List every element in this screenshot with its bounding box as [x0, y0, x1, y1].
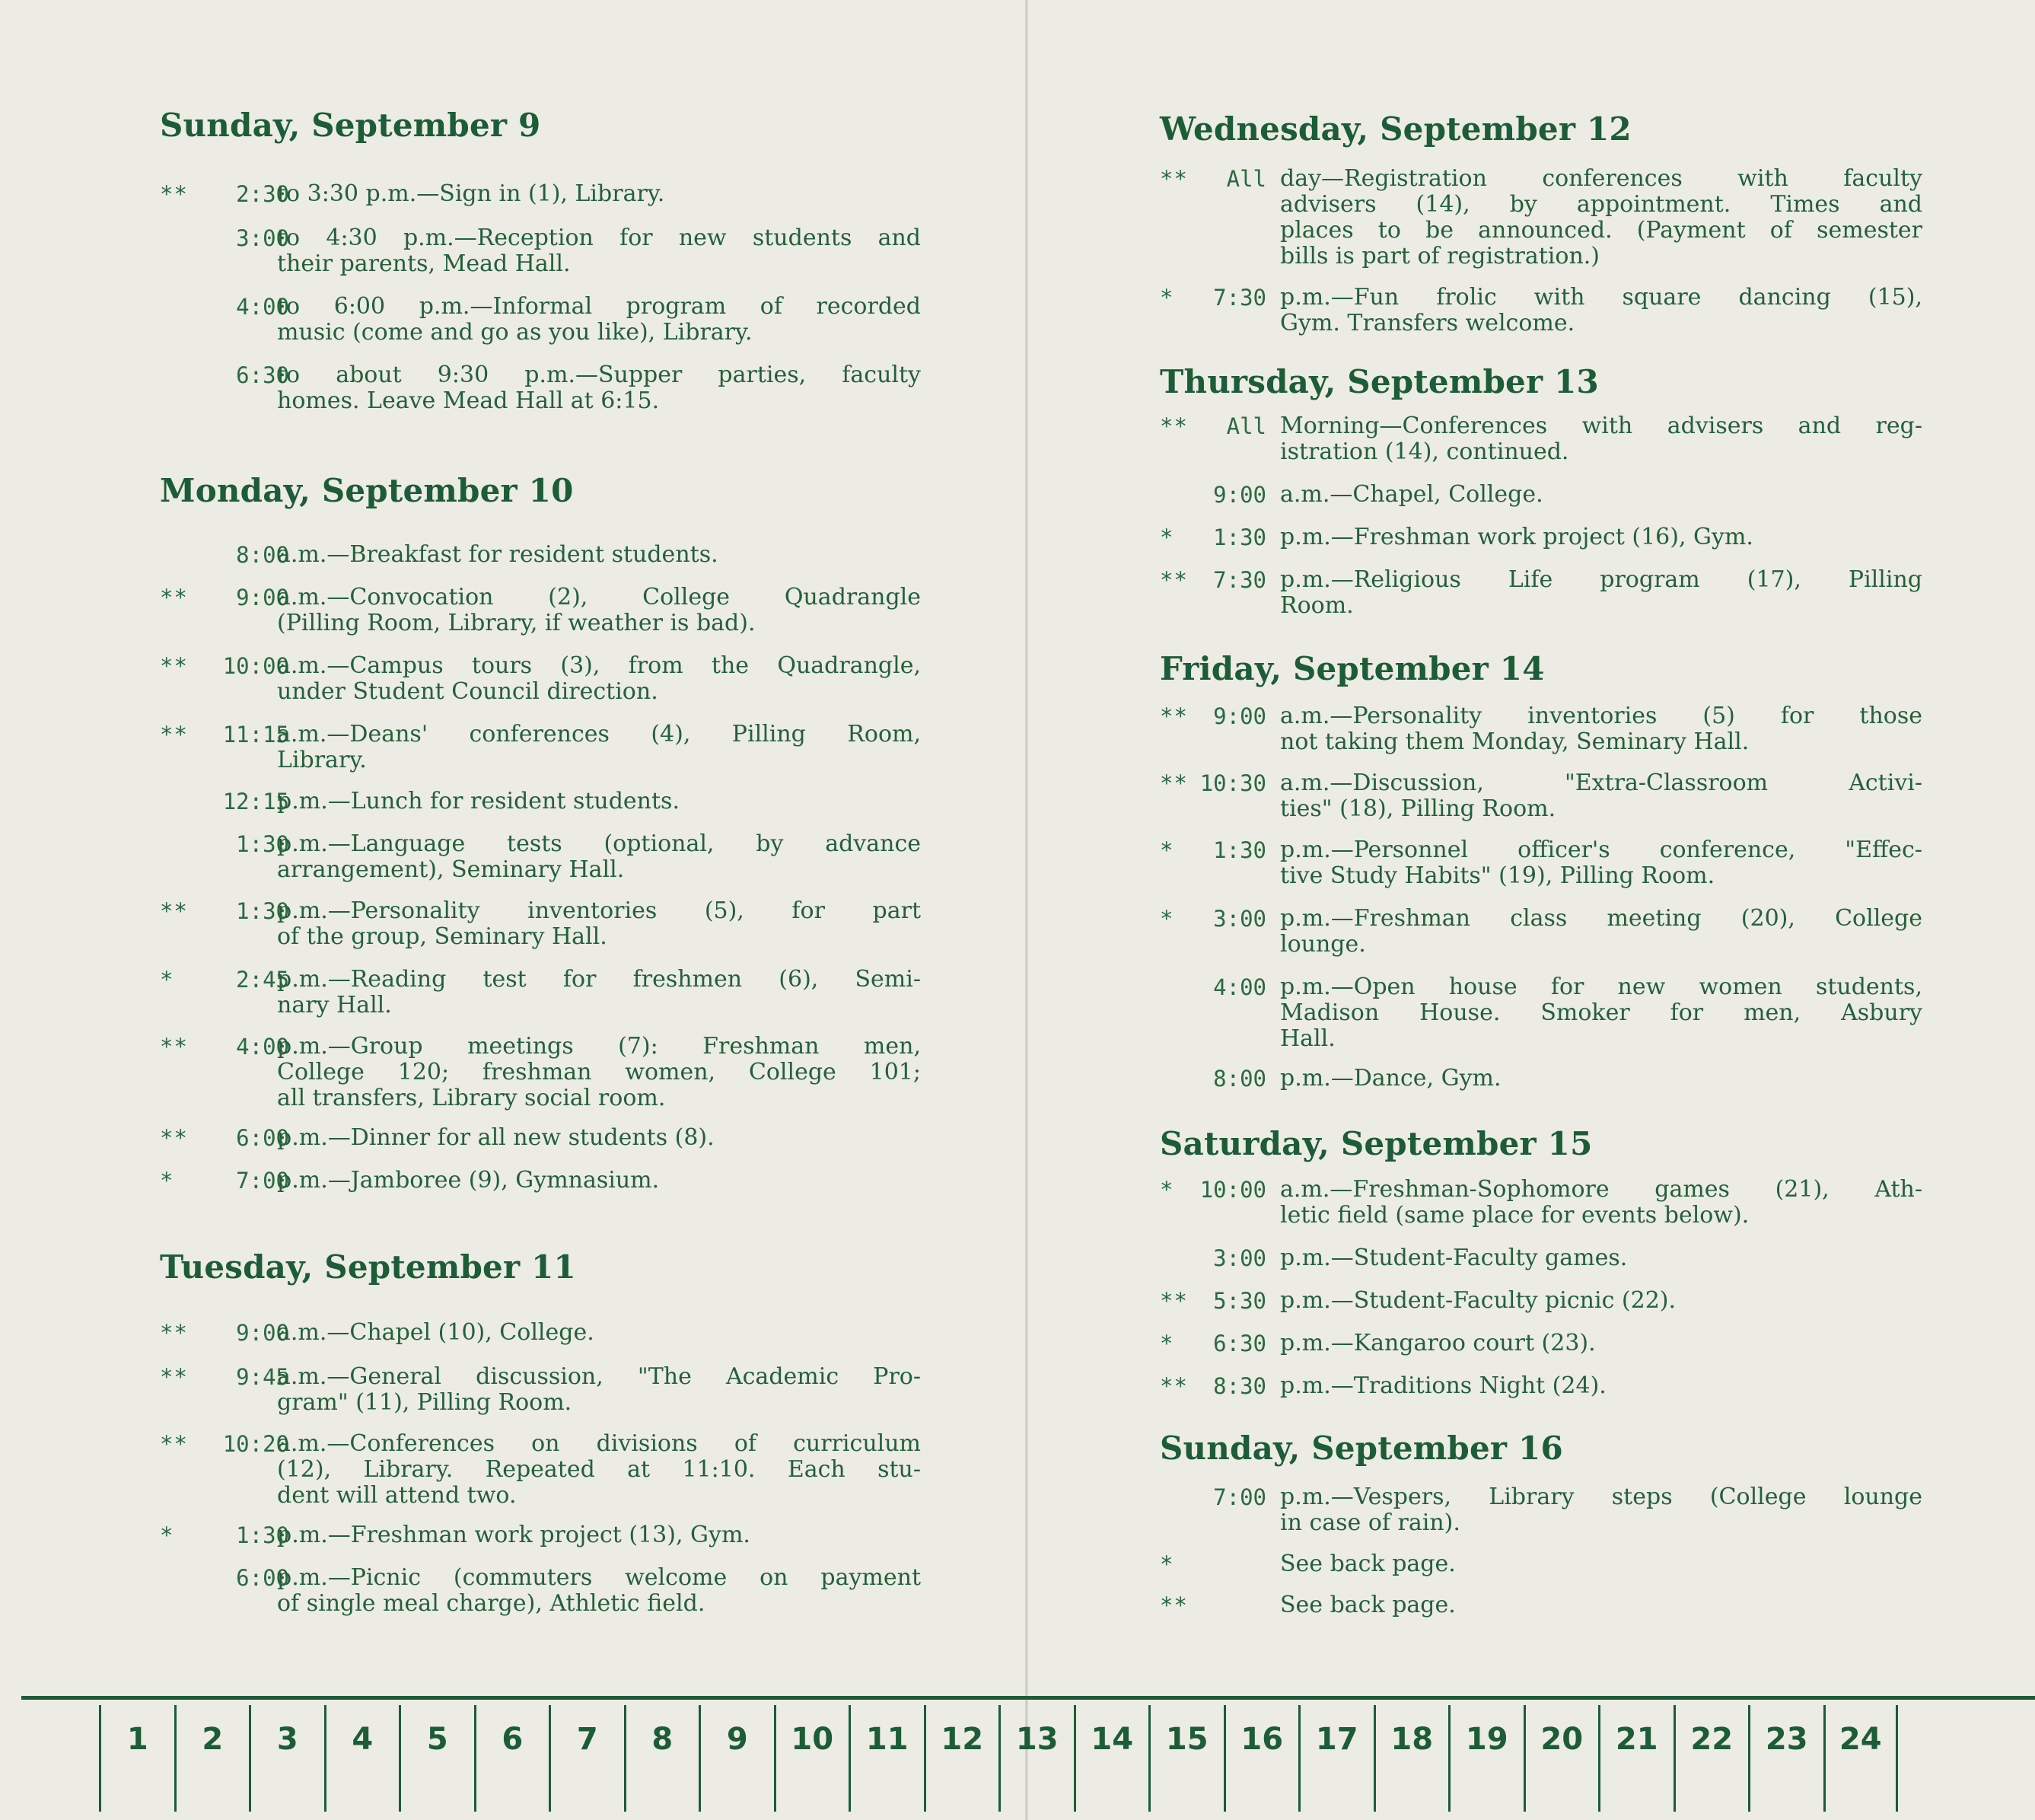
entry-description	[1280, 906, 1922, 958]
index-tab-number: 1	[126, 1722, 148, 1757]
index-tab-cell	[549, 1705, 624, 1812]
index-tab-cell	[1823, 1705, 1899, 1812]
entry-line: p.m.—Jamboree (9), Gymnasium.	[277, 1167, 660, 1194]
entry-line: Hall.	[1280, 1025, 1336, 1052]
day-heading: Sunday, September 16	[1160, 1430, 1563, 1467]
index-tab-cell	[699, 1705, 774, 1812]
footnote-mark: **	[160, 585, 188, 610]
footnote-mark: *	[160, 967, 174, 993]
index-tab-cell	[1748, 1705, 1823, 1812]
schedule-entry	[160, 1033, 921, 1111]
entry-line: p.m.—Lunch for resident students.	[277, 788, 680, 814]
index-tab-number: 10	[791, 1722, 834, 1757]
footnote-mark: **	[160, 653, 188, 679]
entry-line: tive Study Habits" (19), Pilling Room.	[1280, 862, 1715, 889]
entry-time: 6:30	[236, 362, 289, 388]
index-tab-rule	[21, 1696, 2035, 1700]
footnote-mark: **	[160, 1125, 188, 1151]
entry-description	[1280, 285, 1922, 336]
schedule-entry	[1160, 285, 1922, 346]
entry-description	[277, 789, 921, 814]
entry-line: p.m.—Kangaroo court (23).	[1280, 1330, 1596, 1356]
entry-line: p.m.—Personality inventories (5), for part	[277, 897, 921, 924]
entry-time: 1:30	[236, 831, 289, 857]
index-tab-cell	[399, 1705, 474, 1812]
entry-time: 7:30	[1213, 567, 1266, 593]
schedule-entry	[1160, 1592, 1922, 1653]
entry-description	[1280, 166, 1922, 269]
index-tab-number: 16	[1240, 1722, 1284, 1757]
footnote-mark: **	[1160, 567, 1188, 593]
entry-time: 8:00	[1213, 1066, 1266, 1092]
entry-description	[277, 1565, 921, 1617]
schedule-entry	[160, 653, 921, 714]
schedule-entry	[1160, 413, 1922, 474]
entry-line: of single meal charge), Athletic field.	[277, 1590, 705, 1617]
entry-time: 8:30	[1213, 1373, 1266, 1399]
entry-description	[1280, 703, 1922, 755]
entry-line: p.m.—Fun frolic with square dancing (15),	[1280, 284, 1922, 311]
entry-time: 10:20	[222, 1431, 289, 1457]
entry-description	[277, 653, 921, 705]
day-heading: Saturday, September 15	[1160, 1125, 1593, 1162]
footnote-mark: **	[160, 722, 188, 747]
schedule-entry	[1160, 1373, 1922, 1434]
day-heading: Thursday, September 13	[1160, 363, 1599, 400]
entry-description	[1280, 1245, 1922, 1271]
entry-description	[277, 225, 921, 277]
index-tab-cell	[1524, 1705, 1599, 1812]
entry-line: all transfers, Library social room.	[277, 1085, 666, 1111]
index-tab-number: 6	[502, 1722, 524, 1757]
index-tab-number: 17	[1315, 1722, 1358, 1757]
footnote-mark: **	[160, 1431, 188, 1457]
day-heading: Tuesday, September 11	[160, 1248, 576, 1286]
entry-description	[277, 967, 921, 1018]
entry-line: Library.	[277, 747, 367, 773]
entry-line: a.m.—Conferences on divisions of curriculum	[277, 1430, 921, 1457]
index-tab-number: 7	[576, 1722, 598, 1757]
schedule-entry	[160, 294, 921, 355]
index-tab-number: 12	[941, 1722, 984, 1757]
index-tab-number: 24	[1839, 1722, 1882, 1757]
index-tab-cell	[99, 1705, 174, 1812]
schedule-entry	[1160, 974, 1922, 1052]
entry-time: 12:15	[222, 789, 289, 814]
entry-description	[277, 362, 921, 414]
entry-line: of the group, Seminary Hall.	[277, 923, 607, 950]
entry-line: a.m.—Campus tours (3), from the Quadrangle,	[277, 652, 921, 679]
index-tab-cell	[249, 1705, 324, 1812]
entry-line: a.m.—Deans' conferences (4), Pilling Room,	[277, 721, 921, 747]
footnote-mark: **	[160, 181, 188, 207]
entry-line: College 120; freshman women, College 101;	[277, 1059, 921, 1085]
footnote-mark: *	[1160, 1177, 1174, 1203]
footnote-mark: **	[1160, 1592, 1188, 1618]
entry-line: (Pilling Room, Library, if weather is bad).	[277, 610, 756, 636]
day-heading: Monday, September 10	[160, 472, 574, 509]
footnote-mark: **	[160, 1320, 188, 1346]
index-tab-strip	[99, 1705, 1968, 1812]
entry-line: day—Registration conferences with faculty	[1280, 165, 1922, 192]
schedule-entry	[160, 1168, 921, 1229]
footnote-mark: *	[1160, 1551, 1174, 1577]
entry-time: 10:00	[222, 653, 289, 679]
schedule-entry	[160, 722, 921, 783]
entry-time: All	[1226, 413, 1266, 439]
entry-line: a.m.—Personality inventories (5) for those	[1280, 703, 1922, 729]
footnote-mark: **	[160, 1364, 188, 1390]
footnote-mark: *	[1160, 285, 1174, 311]
footnote-mark: **	[160, 1034, 188, 1060]
entry-description	[1280, 1066, 1922, 1092]
entry-description	[1280, 1373, 1922, 1399]
entry-description	[1280, 1331, 1922, 1356]
footnote-mark: **	[1160, 770, 1188, 796]
entry-time: 7:00	[236, 1168, 289, 1194]
entry-line: to 6:00 p.m.—Informal program of recorded	[277, 293, 921, 320]
index-tab-number: 8	[651, 1722, 674, 1757]
day-heading: Wednesday, September 12	[1160, 110, 1632, 148]
entry-line: p.m.—Freshman class meeting (20), College	[1280, 905, 1922, 932]
entry-time: 2:45	[236, 967, 289, 993]
index-tab-cell	[849, 1705, 924, 1812]
index-tab-number: 2	[202, 1722, 224, 1757]
entry-time: 8:00	[236, 542, 289, 568]
entry-line: in case of rain).	[1280, 1509, 1460, 1536]
schedule-entry	[160, 225, 921, 286]
index-tab-number: 9	[726, 1722, 748, 1757]
index-tab-number: 23	[1765, 1722, 1808, 1757]
entry-line: istration (14), continued.	[1280, 438, 1569, 465]
entry-time: 10:00	[1199, 1177, 1266, 1203]
schedule-entry	[160, 967, 921, 1028]
entry-line: homes. Leave Mead Hall at 6:15.	[277, 387, 660, 414]
schedule-entry	[160, 1565, 921, 1626]
entry-line: their parents, Mead Hall.	[277, 250, 571, 277]
index-tab-cell	[1224, 1705, 1299, 1812]
day-heading: Friday, September 14	[1160, 650, 1545, 687]
footnote-mark: *	[160, 1168, 174, 1194]
entry-time: 5:30	[1213, 1288, 1266, 1314]
schedule-entry	[1160, 567, 1922, 628]
entry-line: Gym. Transfers welcome.	[1280, 310, 1575, 336]
entry-line: p.m.—Dinner for all new students (8).	[277, 1124, 715, 1151]
entry-line: p.m.—Freshman work project (13), Gym.	[277, 1522, 750, 1548]
index-tab-number: 18	[1390, 1722, 1434, 1757]
entry-line: Morning—Conferences with advisers and reg-	[1280, 413, 1922, 439]
entry-time: 3:00	[1213, 906, 1266, 932]
entry-time: 6:30	[1213, 1331, 1266, 1356]
index-tab-number: 5	[426, 1722, 448, 1757]
entry-line: p.m.—Dance, Gym.	[1280, 1065, 1502, 1092]
entry-line: Madison House. Smoker for men, Asbury	[1280, 999, 1922, 1026]
entry-line: Room.	[1280, 592, 1354, 619]
entry-line: p.m.—Traditions Night (24).	[1280, 1372, 1607, 1399]
footnote-mark: *	[1160, 837, 1174, 863]
entry-line: (12), Library. Repeated at 11:10. Each stu-	[277, 1456, 921, 1483]
entry-line: p.m.—Religious Life program (17), Pilling	[1280, 566, 1922, 593]
entry-time: 7:30	[1213, 285, 1266, 311]
entry-description	[277, 294, 921, 346]
entry-line: music (come and go as you like), Library.	[277, 319, 753, 346]
entry-description	[277, 1034, 921, 1111]
entry-time: 1:30	[236, 898, 289, 924]
entry-line: gram" (11), Pilling Room.	[277, 1389, 572, 1416]
entry-description	[277, 722, 921, 773]
index-tab-cell	[1598, 1705, 1674, 1812]
entry-line: a.m.—General discussion, "The Academic Pro-	[277, 1363, 921, 1390]
entry-line: p.m.—Vespers, Library steps (College lounge	[1280, 1484, 1922, 1510]
index-tab-number: 3	[276, 1722, 298, 1757]
index-tab-cell	[1074, 1705, 1149, 1812]
entry-line: lounge.	[1280, 931, 1366, 958]
entry-line: p.m.—Personnel officer's conference, "Effec-	[1280, 837, 1922, 863]
schedule-entry	[160, 1430, 921, 1509]
entry-description	[1280, 837, 1922, 889]
footnote-mark: **	[1160, 166, 1188, 192]
footnote-mark: *	[1160, 906, 1174, 932]
entry-description	[277, 1125, 921, 1151]
entry-description	[1280, 524, 1922, 550]
schedule-entry	[1160, 165, 1922, 269]
entry-line: places to be announced. (Payment of semester	[1280, 217, 1922, 244]
entry-time: All	[1226, 166, 1266, 192]
entry-time: 9:00	[236, 585, 289, 610]
entry-description	[1280, 1551, 1922, 1577]
schedule-entry	[1160, 906, 1922, 967]
entry-line: p.m.—Student-Faculty picnic (22).	[1280, 1287, 1677, 1314]
entry-description	[1280, 974, 1922, 1052]
entry-line: a.m.—Freshman-Sophomore games (21), Ath-	[1280, 1176, 1922, 1203]
entry-time: 9:00	[1213, 703, 1266, 729]
entry-time: 4:00	[1213, 974, 1266, 1000]
day-heading: Sunday, September 9	[160, 107, 541, 144]
entry-line: bills is part of registration.)	[1280, 243, 1600, 269]
footnote-mark: **	[1160, 1288, 1188, 1314]
index-tab-cell	[174, 1705, 250, 1812]
entry-description	[277, 542, 921, 568]
index-tab-cell	[1298, 1705, 1374, 1812]
entry-description	[1280, 1177, 1922, 1229]
entry-description	[1280, 1592, 1922, 1618]
index-tab-cell	[774, 1705, 849, 1812]
entry-description	[277, 831, 921, 883]
entry-description	[277, 181, 921, 207]
index-tab-cell	[624, 1705, 699, 1812]
entry-description	[277, 1320, 921, 1346]
index-tab-number: 14	[1091, 1722, 1134, 1757]
entry-time: 3:00	[236, 225, 289, 251]
schedule-entry	[160, 362, 921, 423]
schedule-entry	[1160, 837, 1922, 898]
entry-description	[277, 1168, 921, 1194]
index-tab-cell	[1674, 1705, 1749, 1812]
index-tab-number: 21	[1615, 1722, 1658, 1757]
index-tab-number: 19	[1465, 1722, 1508, 1757]
index-tab-cell	[324, 1705, 400, 1812]
footnote-mark: **	[1160, 413, 1188, 439]
entry-description	[277, 1431, 921, 1509]
index-tab-number: 13	[1015, 1722, 1059, 1757]
entry-description	[277, 1522, 921, 1548]
schedule-entry	[160, 898, 921, 959]
entry-description	[277, 1364, 921, 1416]
entry-time: 6:00	[236, 1565, 289, 1591]
entry-description	[277, 898, 921, 950]
entry-line: p.m.—Open house for new women students,	[1280, 974, 1922, 1000]
schedule-entry	[160, 1364, 921, 1425]
entry-time: 7:00	[1213, 1484, 1266, 1510]
entry-time: 1:30	[1213, 524, 1266, 550]
index-tab-cell	[1148, 1705, 1224, 1812]
entry-time: 9:00	[236, 1320, 289, 1346]
entry-line: advisers (14), by appointment. Times and	[1280, 191, 1922, 218]
entry-time: 1:30	[1213, 837, 1266, 863]
entry-line: a.m.—Convocation (2), College Quadrangle	[277, 584, 921, 610]
entry-line: to 4:30 p.m.—Reception for new students and	[277, 225, 921, 251]
index-tab-cell	[924, 1705, 999, 1812]
footnote-mark: **	[1160, 703, 1188, 729]
entry-description	[277, 585, 921, 636]
entry-line: dent will attend two.	[277, 1482, 517, 1509]
entry-time: 4:00	[236, 294, 289, 320]
entry-time: 9:45	[236, 1364, 289, 1390]
schedule-entry	[160, 585, 921, 645]
index-tab-number: 22	[1690, 1722, 1734, 1757]
schedule-entry	[1160, 1177, 1922, 1238]
entry-time: 11:15	[222, 722, 289, 747]
entry-line: under Student Council direction.	[277, 678, 658, 705]
footnote-mark: *	[160, 1522, 174, 1548]
entry-line: p.m.—Language tests (optional, by advance	[277, 830, 921, 857]
entry-line: p.m.—Freshman work project (16), Gym.	[1280, 524, 1753, 550]
entry-line: See back page.	[1280, 1592, 1456, 1618]
schedule-entry	[160, 831, 921, 892]
index-tab-cell	[998, 1705, 1074, 1812]
index-tab-cell	[1448, 1705, 1524, 1812]
schedule-entry	[1160, 703, 1922, 764]
footnote-mark: **	[1160, 1373, 1188, 1399]
footnote-mark: *	[1160, 524, 1174, 550]
footnote-mark: *	[1160, 1331, 1174, 1356]
index-tab-number: 20	[1540, 1722, 1584, 1757]
entry-line: letic field (same place for events below).	[1280, 1202, 1750, 1229]
entry-line: not taking them Monday, Seminary Hall.	[1280, 728, 1750, 755]
entry-line: p.m.—Picnic (commuters welcome on payment	[277, 1564, 921, 1591]
index-tab-cell	[1374, 1705, 1449, 1812]
entry-description	[1280, 1484, 1922, 1536]
schedule-entry	[1160, 1066, 1922, 1127]
footnote-mark: **	[160, 898, 188, 924]
schedule-entry	[1160, 1484, 1922, 1545]
entry-description	[1280, 482, 1922, 508]
index-tab-cell	[474, 1705, 549, 1812]
center-fold	[1025, 0, 1028, 1820]
entry-line: p.m.—Student-Faculty games.	[1280, 1245, 1628, 1271]
entry-line: a.m.—Chapel (10), College.	[277, 1319, 594, 1346]
entry-line: arrangement), Seminary Hall.	[277, 856, 625, 883]
entry-description	[1280, 413, 1922, 465]
entry-time: 1:30	[236, 1522, 289, 1548]
entry-time: 10:30	[1199, 770, 1266, 796]
entry-line: a.m.—Breakfast for resident students.	[277, 541, 718, 568]
entry-time: 6:00	[236, 1125, 289, 1151]
entry-line: ties" (18), Pilling Room.	[1280, 795, 1556, 822]
entry-description	[1280, 770, 1922, 822]
index-tab-number: 15	[1165, 1722, 1209, 1757]
entry-line: See back page.	[1280, 1551, 1456, 1577]
entry-time: 3:00	[1213, 1245, 1266, 1271]
entry-description	[1280, 1288, 1922, 1314]
entry-time: 4:00	[236, 1034, 289, 1060]
schedule-entry	[1160, 770, 1922, 831]
index-tab-number: 11	[865, 1722, 909, 1757]
entry-line: p.m.—Reading test for freshmen (6), Semi-	[277, 966, 921, 993]
entry-time: 9:00	[1213, 482, 1266, 508]
entry-line: a.m.—Discussion, "Extra-Classroom Activi-	[1280, 770, 1922, 796]
entry-line: a.m.—Chapel, College.	[1280, 481, 1543, 508]
entry-line: to about 9:30 p.m.—Supper parties, faculty	[277, 362, 921, 388]
entry-line: p.m.—Group meetings (7): Freshman men,	[277, 1033, 921, 1060]
entry-line: nary Hall.	[277, 992, 392, 1018]
index-tab-number: 4	[352, 1722, 374, 1757]
entry-time: 2:30	[236, 181, 289, 207]
entry-description	[1280, 567, 1922, 619]
entry-line: to 3:30 p.m.—Sign in (1), Library.	[277, 180, 665, 207]
